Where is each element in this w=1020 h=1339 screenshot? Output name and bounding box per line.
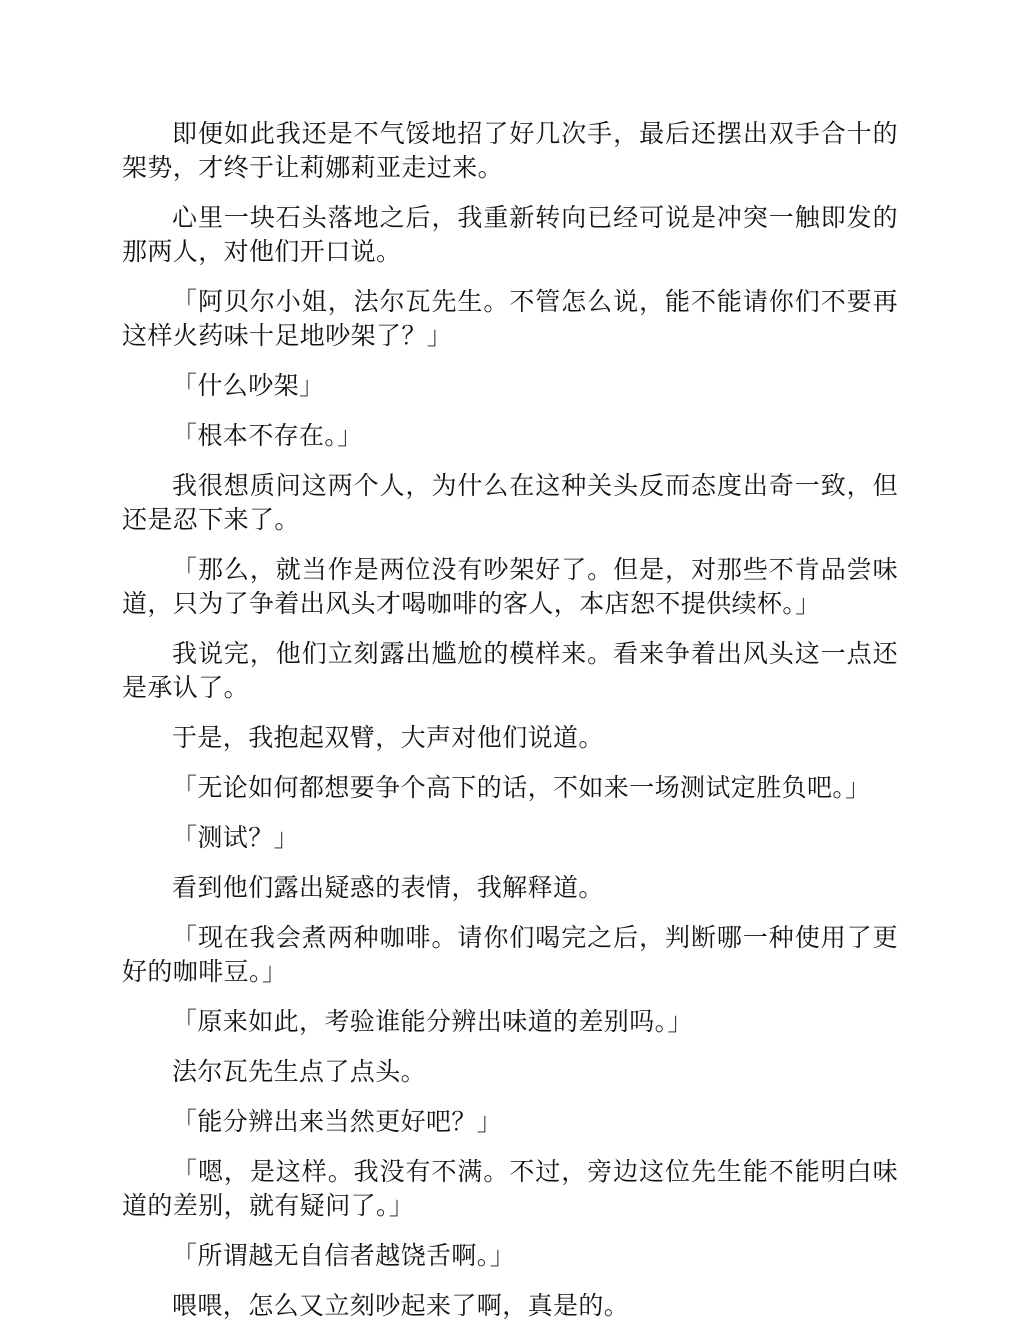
paragraph: 「所谓越无自信者越饶舌啊。」 [172, 1241, 516, 1270]
paragraph: 「嗯，是这样。我没有不满。不过，旁边这位先生能不能明白味道的差别，就有疑问了。」 [122, 1157, 898, 1220]
paragraph: 法尔瓦先生点了点头。 [172, 1057, 427, 1086]
paragraph: 「现在我会煮两种咖啡。请你们喝完之后，判断哪一种使用了更好的咖啡豆。」 [122, 923, 898, 986]
paragraph: 我说完，他们立刻露出尴尬的模样来。看来争着出风头这一点还是承认了。 [122, 639, 898, 702]
paragraph: 即便如此我还是不气馁地招了好几次手，最后还摆出双手合十的架势，才终于让莉娜莉亚走过来。 [122, 119, 898, 182]
paragraph: 「原来如此，考验谁能分辨出味道的差别吗。」 [172, 1007, 693, 1036]
paragraph: 「什么吵架」 [172, 371, 325, 400]
paragraph: 「根本不存在。」 [172, 421, 363, 450]
paragraph: 我很想质问这两个人，为什么在这种关头反而态度出奇一致，但还是忍下来了。 [122, 471, 898, 534]
page-body [122, 117, 898, 1339]
paragraph: 「无论如何都想要争个高下的话，不如来一场测试定胜负吧。」 [172, 773, 871, 802]
paragraph: 心里一块石头落地之后，我重新转向已经可说是冲突一触即发的那两人，对他们开口说。 [122, 203, 898, 266]
paragraph: 「阿贝尔小姐，法尔瓦先生。不管怎么说，能不能请你们不要再这样火药味十足地吵架了？」 [122, 287, 898, 350]
paragraph: 看到他们露出疑惑的表情，我解释道。 [172, 873, 604, 902]
paragraph: 「测试？」 [172, 823, 300, 852]
paragraph: 于是，我抱起双臂，大声对他们说道。 [172, 723, 604, 752]
paragraph: 「能分辨出来当然更好吧？」 [172, 1107, 503, 1136]
paragraph: 「那么，就当作是两位没有吵架好了。但是，对那些不肯品尝味道，只为了争着出风头才喝咖啡的客人，本店恕不提供续杯。」 [122, 555, 898, 618]
paragraph: 喂喂，怎么又立刻吵起来了啊，真是的。 [172, 1291, 630, 1320]
